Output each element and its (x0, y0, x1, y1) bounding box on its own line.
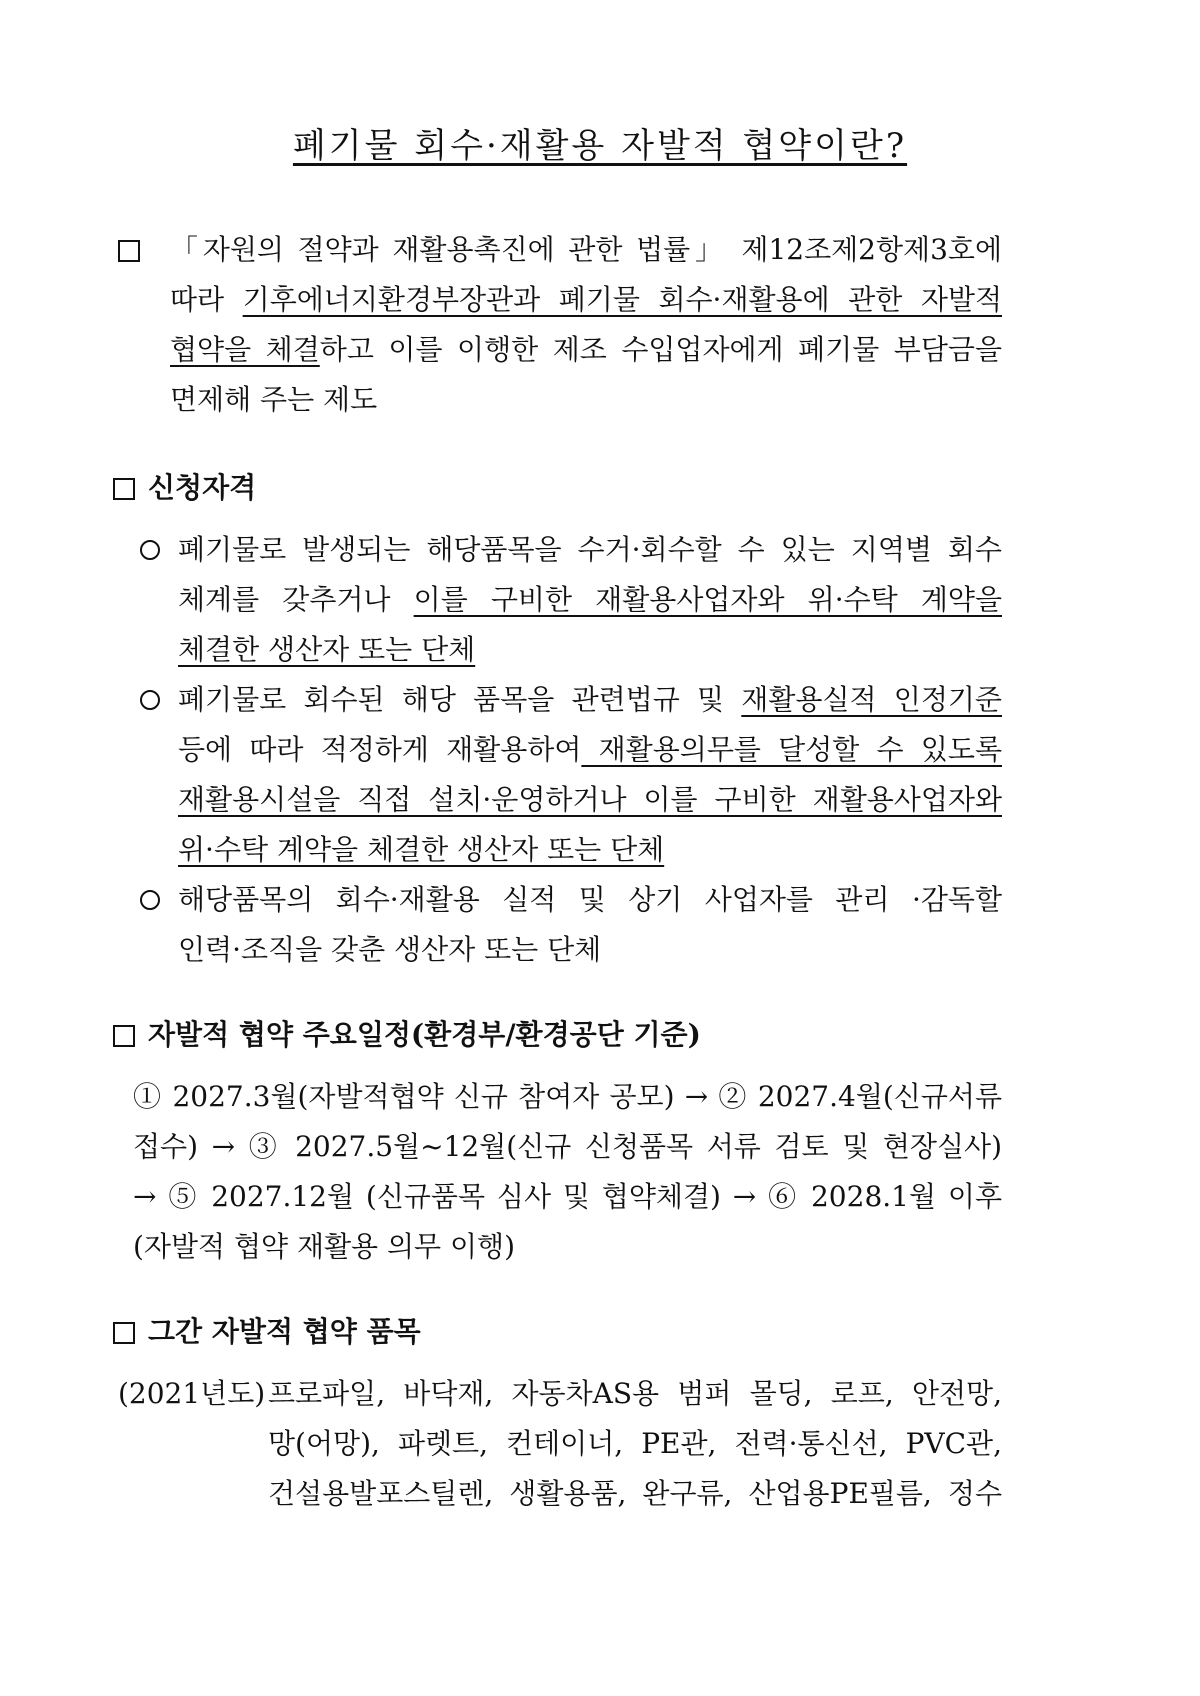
eligibility-underlined-text: 재활용실적 인정기준 (741, 683, 1002, 716)
eligibility-text: 등에 따라 적정하게 재활용하여 (178, 733, 582, 766)
eligibility-underlined-text: 이를 구비한 재활용사업자와 위·수탁 계약을 (413, 583, 1002, 616)
schedule-line-1: ① 2027.3월(자발적협약 신규 참여자 공모) → ② 2027.4월(신규서류 (133, 1080, 1002, 1113)
circle-bullet-icon (140, 890, 160, 910)
items-line-1: 프로파일, 바닥재, 자동차AS용 범퍼 몰딩, 로프, 안전망, (268, 1377, 1002, 1410)
items-line-3: 건설용발포스틸렌, 생활용품, 완구류, 산업용PE필름, 정수 (268, 1477, 1002, 1510)
checkbox-square-icon (113, 478, 135, 500)
eligibility-underlined-text: 재활용의무를 달성할 수 있도록 (581, 733, 1002, 766)
definition-text: 하고 이를 이행한 제조 수입업자에게 폐기물 부담금을 (319, 333, 1002, 366)
checkbox-square-icon (113, 1025, 135, 1047)
eligibility-item2-line-3: 재활용시설을 직접 설치·운영하거나 이를 구비한 재활용사업자와 (178, 783, 1002, 816)
definition-line-2 (170, 280, 1002, 320)
eligibility-item1-line-3: 체결한 생산자 또는 단체 (178, 633, 476, 666)
checkbox-square-icon (113, 1322, 135, 1344)
eligibility-text: 폐기물로 회수된 해당 품목을 관련법규 및 (178, 683, 742, 716)
definition-underlined-text: 기후에너지환경부장관과 폐기물 회수·재활용에 관한 자발적 (242, 283, 1002, 316)
document-title: 폐기물 회수·재활용 자발적 협약이란? (292, 126, 908, 166)
items-year-label: (2021년도) (118, 1377, 266, 1410)
eligibility-heading: 신청자격 (148, 471, 257, 504)
eligibility-item2-line-4: 위·수탁 계약을 체결한 생산자 또는 단체 (178, 833, 665, 866)
definition-line-4: 면제해 주는 제도 (170, 383, 378, 416)
eligibility-text: 체계를 갖추거나 (178, 583, 414, 616)
items-line-2: 망(어망), 파렛트, 컨테이너, PE관, 전력·통신선, PVC관, (268, 1427, 1002, 1460)
definition-underlined-text: 협약을 체결 (170, 333, 320, 366)
eligibility-item1-line-2 (178, 580, 1002, 620)
eligibility-item1-line-1: 폐기물로 발생되는 해당품목을 수거·회수할 수 있는 지역별 회수 (178, 533, 1002, 566)
schedule-heading: 자발적 협약 주요일정(환경부/환경공단 기준) (148, 1018, 701, 1051)
definition-line-1: 「자원의 절약과 재활용촉진에 관한 법률」 제12조제2항제3호에 (170, 233, 1002, 266)
schedule-line-3: → ⑤ 2027.12월 (신규품목 심사 및 협약체결) → ⑥ 2028.1월 이후 (133, 1180, 1002, 1213)
circle-bullet-icon (140, 540, 160, 560)
eligibility-item3-line-1: 해당품목의 회수·재활용 실적 및 상기 사업자를 관리 ·감독할 (178, 883, 1002, 916)
schedule-line-2: 접수) → ③ 2027.5월~12월(신규 신청품목 서류 검토 및 현장실사) (133, 1130, 1002, 1163)
circle-bullet-icon (140, 690, 160, 710)
eligibility-item2-line-2 (178, 730, 1002, 770)
eligibility-item2-line-1 (178, 680, 1002, 720)
items-heading: 그간 자발적 협약 품목 (148, 1315, 421, 1348)
schedule-line-4: (자발적 협약 재활용 의무 이행) (133, 1230, 516, 1263)
definition-text: 따라 (170, 283, 243, 316)
checkbox-square-icon (118, 240, 140, 262)
definition-line-3 (170, 330, 1002, 370)
eligibility-item3-line-2: 인력·조직을 갖춘 생산자 또는 단체 (178, 933, 602, 966)
